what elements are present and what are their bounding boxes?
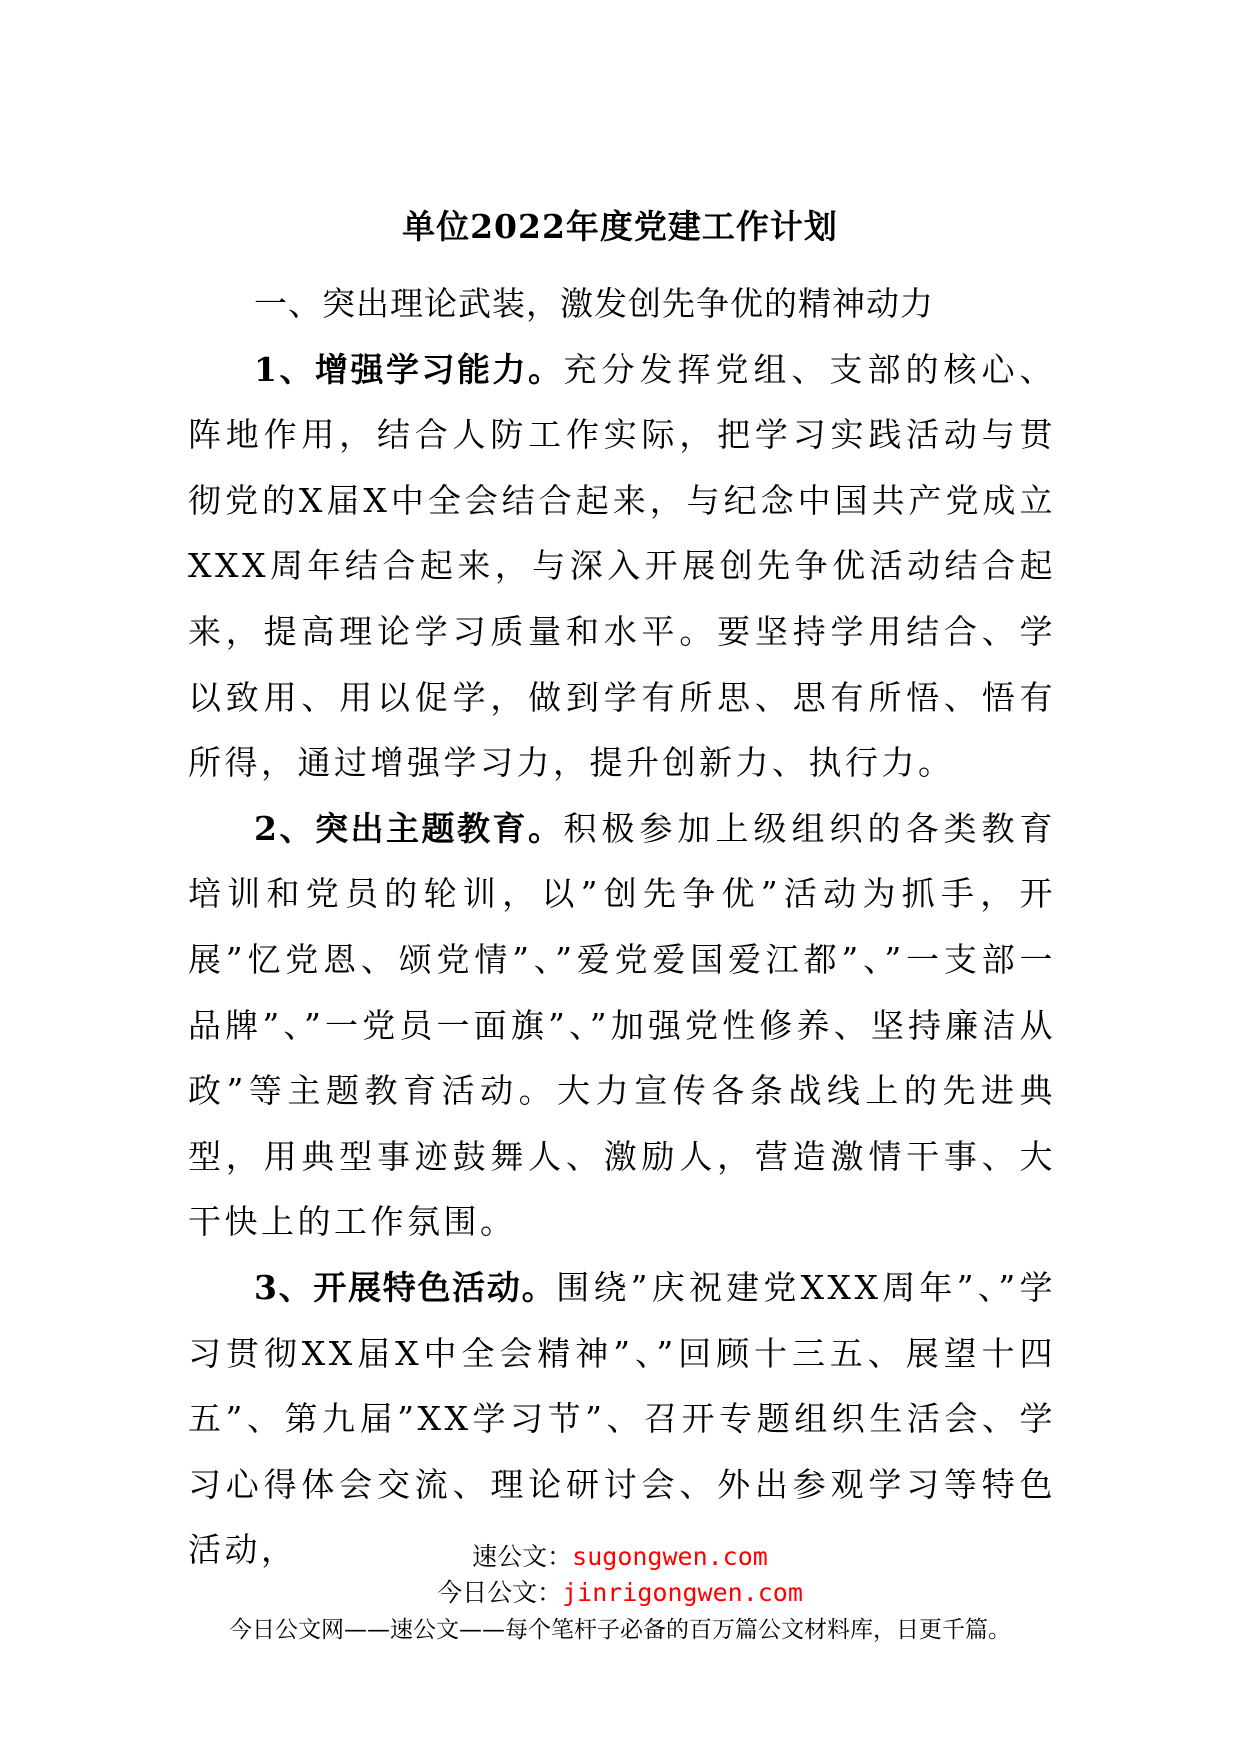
paragraph-3 <box>188 1255 1056 1583</box>
paragraph-3-text: 围绕”庆祝建党XXX周年”、”学习贯彻XX届X中全会精神”、”回顾十三五、展望十四五”、第九届”XX学习节”、召开专题组织生活会、学习心得体会交流、理论研讨会、外出参观学习等特色活动， <box>188 1267 1056 1570</box>
section-heading: 一、突出理论武装，激发创先争优的精神动力 <box>254 284 934 323</box>
paragraph-2 <box>188 796 1056 1255</box>
footer-sugongwen-label: 速公文： <box>472 1542 573 1571</box>
footer-sugongwen-link[interactable]: sugongwen.com <box>572 1542 768 1571</box>
paragraph-3-lead: 3、开展特色活动。 <box>254 1267 557 1307</box>
paragraph-2-lead: 2、突出主题教育。 <box>254 808 564 848</box>
paragraph-1 <box>188 337 1056 796</box>
paragraph-1-text: 充分发挥党组、支部的核心、阵地作用，结合人防工作实际，把学习实践活动与贯彻党的X届X中全会结合起来，与纪念中国共产党成立XXX周年结合起来，与深入开展创先争优活动结合起来，提高理论学习质量和水平。要坚持学用结合、学以致用、用以促学，做到学有所思、思有所悟、悟有所得，通过增强学习力，提升创新力、执行力。 <box>188 349 1057 783</box>
paragraph-1-lead: 1、增强学习能力。 <box>254 349 564 389</box>
footer-jinrigongwen-label: 今日公文： <box>437 1578 563 1607</box>
paragraph-2-text: 积极参加上级组织的各类教育培训和党员的轮训，以”创先争优”活动为抓手，开展”忆党恩、颂党情”、”爱党爱国爱江都”、”一支部一品牌”、”一党员一面旗”、”加强党性修养、坚持廉洁从政”等主题教育活动。大力宣传各条战线上的先进典型，用典型事迹鼓舞人、激励人，营造激情干事、大干快上的工作氛围。 <box>188 808 1057 1242</box>
footer-jinrigongwen-link[interactable]: jinrigongwen.com <box>562 1578 803 1607</box>
footer-jinrigongwen <box>0 1575 1240 1611</box>
document-title: 单位2022年度党建工作计划 <box>402 207 838 246</box>
footer-sugongwen <box>0 1539 1240 1575</box>
document-body <box>188 271 1056 1583</box>
footer-slogan: 今日公文网——速公文——每个笔杆子必备的百万篇公文材料库，日更千篇。 <box>229 1617 1011 1643</box>
